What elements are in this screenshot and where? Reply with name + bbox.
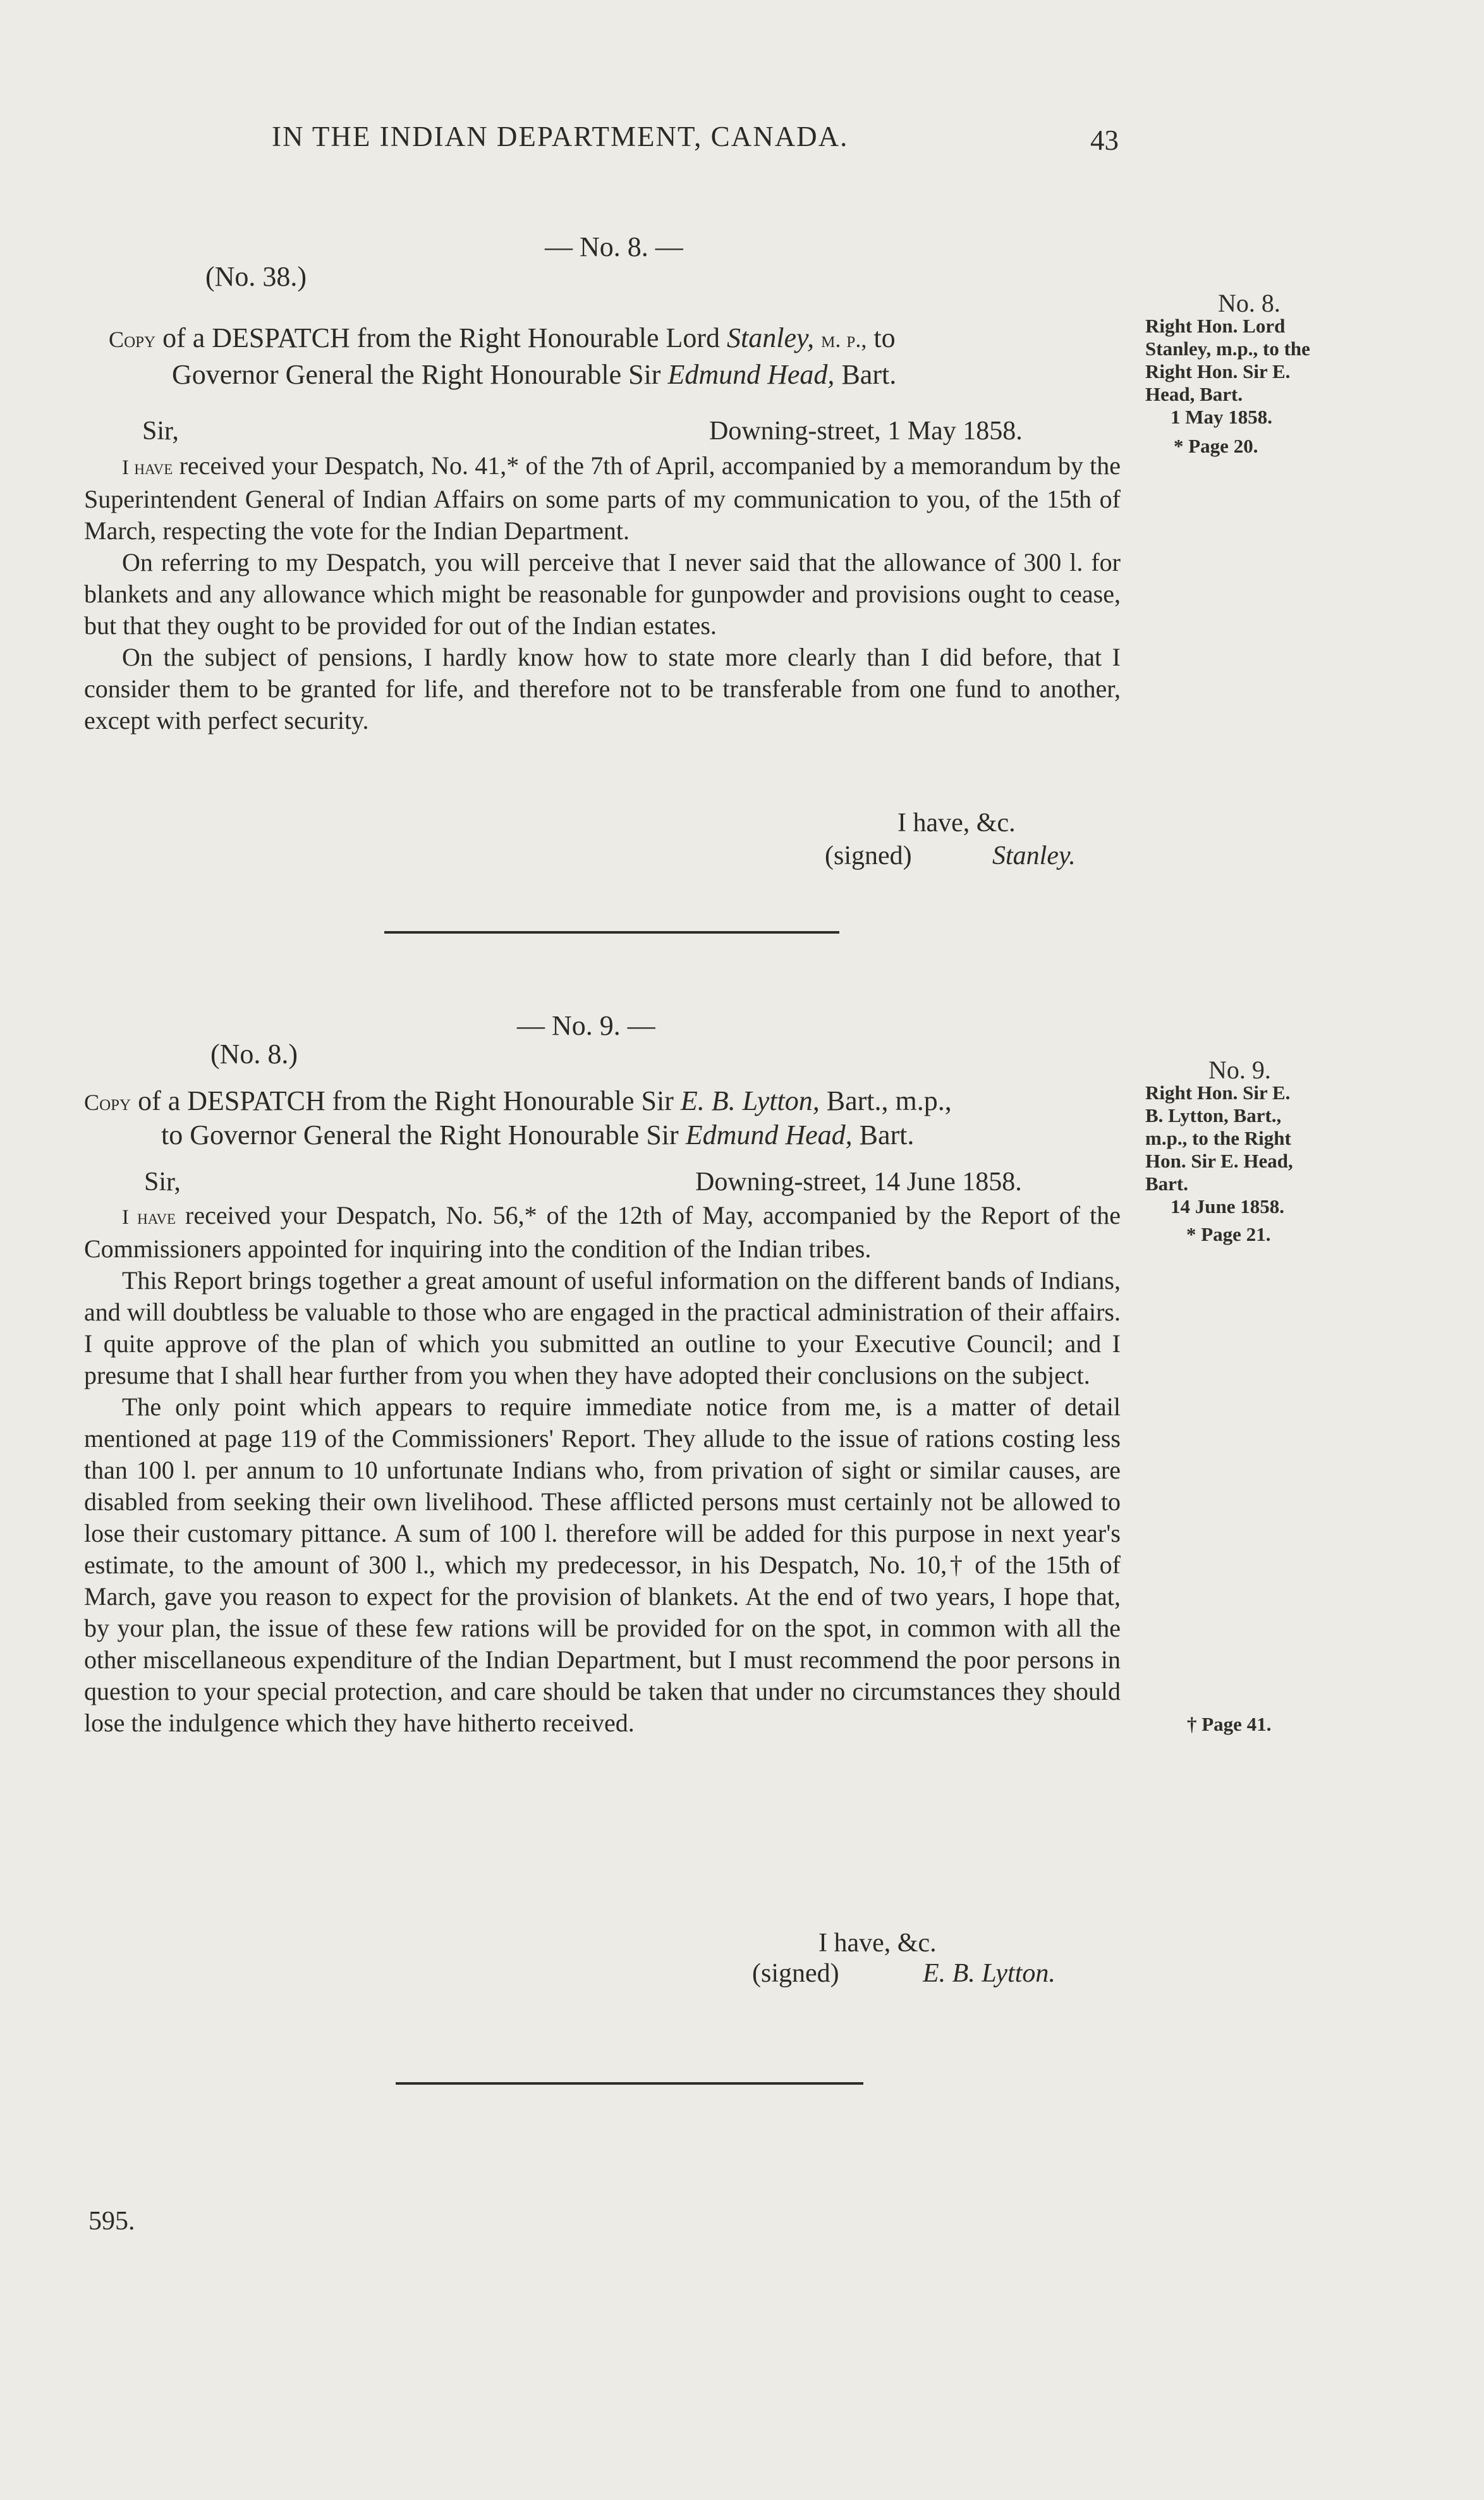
despatch-8-body [84,450,1121,736]
despatch-9-title-line1 [84,1082,952,1121]
closing: I have, &c. [818,1929,937,1958]
signed-label: (signed) [825,841,912,870]
despatch-8-title-line2 [172,356,896,394]
section-divider [384,931,839,934]
title-prefix: Copy [109,327,156,352]
title-prefix: Copy [84,1090,131,1115]
despatch-9-title-line2 [161,1116,914,1154]
margin-number: No. 8. [1218,289,1280,317]
paragraph: On the subject of pensions, I hardly know how to state more clearly than I did before, that I consider them to be granted for life, and therefore not to be transferable from one fund to another, except with perfect security. [84,643,1121,735]
despatch-9-number: — No. 9. — [517,1010,655,1041]
folio-number: 595. [88,2207,135,2236]
despatch-9-ref: (No. 8.) [210,1039,298,1070]
para-lead: I have [122,1206,176,1229]
despatch-8-ref: (No. 38.) [205,261,307,292]
margin-footnote: * Page 21. [1186,1223,1271,1245]
signature: Stanley. [992,841,1076,870]
margin-line: Right Hon. Sir E. [1145,360,1291,382]
title-bart: Bart., m.p., [826,1085,952,1116]
margin-line: m.p., to the Right [1145,1127,1291,1149]
paragraph: The only point which appears to require immediate notice from me, is a matter of detail mentioned at page 119 of the Commissioners' Report. They allude to the issue of rations costing less than 100 l. per annum to 10 unfortunate Indians who, from privation of sight or similar causes, are disabled from seeking their own livelihood. These afflicted persons must certainly not be allowed to lose their customary pittance. A sum of 100 l. therefore will be added for this purpose in next year's estimate, to the amount of 300 l., which my predecessor, in his Despatch, No. 10,† of the 15th of March, gave you reason to expect for the provision of blankets. At the end of two years, I hope that, by your plan, the issue of these few rations will be provided for on the spot, in common with all the other miscellaneous expenditure of the Indian Department, but I must recommend the poor persons in question to your special protection, and care should be taken that under no circumstances they should lose the indulgence which they have hitherto received. [84,1393,1121,1737]
margin-number: No. 9. [1208,1056,1271,1084]
title-bart: Bart. [859,1119,915,1150]
paragraph: On referring to my Despatch, you will perceive that I never said that the allowance of 300 l. for blankets and any allowance which might be reasonable for gunpowder and provisions ought to cease, but that they ought to be provided for out of the Indian estates. [84,548,1121,640]
margin-line: Right Hon. Lord [1145,315,1286,337]
dateline: Downing-street, 1 May 1858. [709,417,1023,446]
closing: I have, &c. [897,808,1016,838]
margin-line: Bart. [1145,1173,1189,1195]
title-name: Edmund Head, [685,1119,853,1150]
dateline: Downing-street, 14 June 1858. [695,1168,1022,1197]
margin-date: 1 May 1858. [1171,406,1273,428]
margin-footnote-dagger: † Page 41. [1187,1713,1272,1735]
title-text: to Governor General the Right Honourable Sir [161,1119,679,1150]
margin-line: B. Lytton, Bart., [1145,1104,1282,1126]
despatch-9-body [84,1200,1121,1739]
title-text: of a DESPATCH from the Right Honourable Lord [162,322,721,353]
title-bart: Bart. [841,359,897,390]
title-text: of a DESPATCH from the Right Honourable Sir [138,1085,674,1116]
salutation: Sir, [144,1168,181,1197]
section-divider [396,2082,863,2085]
margin-line: Right Hon. Sir E. [1145,1082,1291,1104]
para-text: received your Despatch, No. 41,* of the 7th of April, accompanied by a memorandum by the Superintendent General of Indian Affairs on some parts of my communication to you, of the 15th of March, respecting the vote for the Indian Department. [84,451,1121,545]
para-text: received your Despatch, No. 56,* of the 12th of May, accompanied by the Report of the Commissioners appointed for inquiring into the condition of the Indian tribes. [84,1201,1121,1263]
margin-footnote: * Page 20. [1174,435,1258,457]
running-title: IN THE INDIAN DEPARTMENT, CANADA. [272,121,849,152]
margin-note-8 [1145,289,1310,458]
title-to: to [873,322,896,353]
salutation: Sir, [142,417,179,446]
title-name: Stanley, [727,322,815,353]
margin-line: Head, Bart. [1145,383,1243,405]
despatch-8-number: — No. 8. — [545,231,683,262]
title-name: Edmund Head, [667,359,835,390]
despatch-8-title-line1 [109,319,896,358]
para-lead: I have [122,456,173,479]
title-mp: m. p., [821,327,867,352]
paragraph: This Report brings together a great amount of useful information on the different bands of Indians, and will doubtless be valuable to those who are engaged in the practical administration of their affairs. I quite approve of the plan of which you submitted an outline to your Executive Council; and I presume that I shall hear further from you when they have adopted their conclusions on the subject. [84,1266,1121,1389]
margin-note-9 [1145,1056,1293,1246]
paragraph [84,450,1121,547]
margin-line: Stanley, m.p., to the [1145,338,1310,360]
title-text: Governor General the Right Honourable Sir [172,359,661,390]
signature: E. B. Lytton. [923,1959,1055,1988]
paragraph [84,1200,1121,1265]
margin-date: 14 June 1858. [1171,1195,1284,1217]
margin-line: Hon. Sir E. Head, [1145,1150,1293,1172]
title-name: E. B. Lytton, [680,1085,820,1116]
page-number: 43 [1090,125,1119,156]
signed-label: (signed) [752,1959,839,1988]
